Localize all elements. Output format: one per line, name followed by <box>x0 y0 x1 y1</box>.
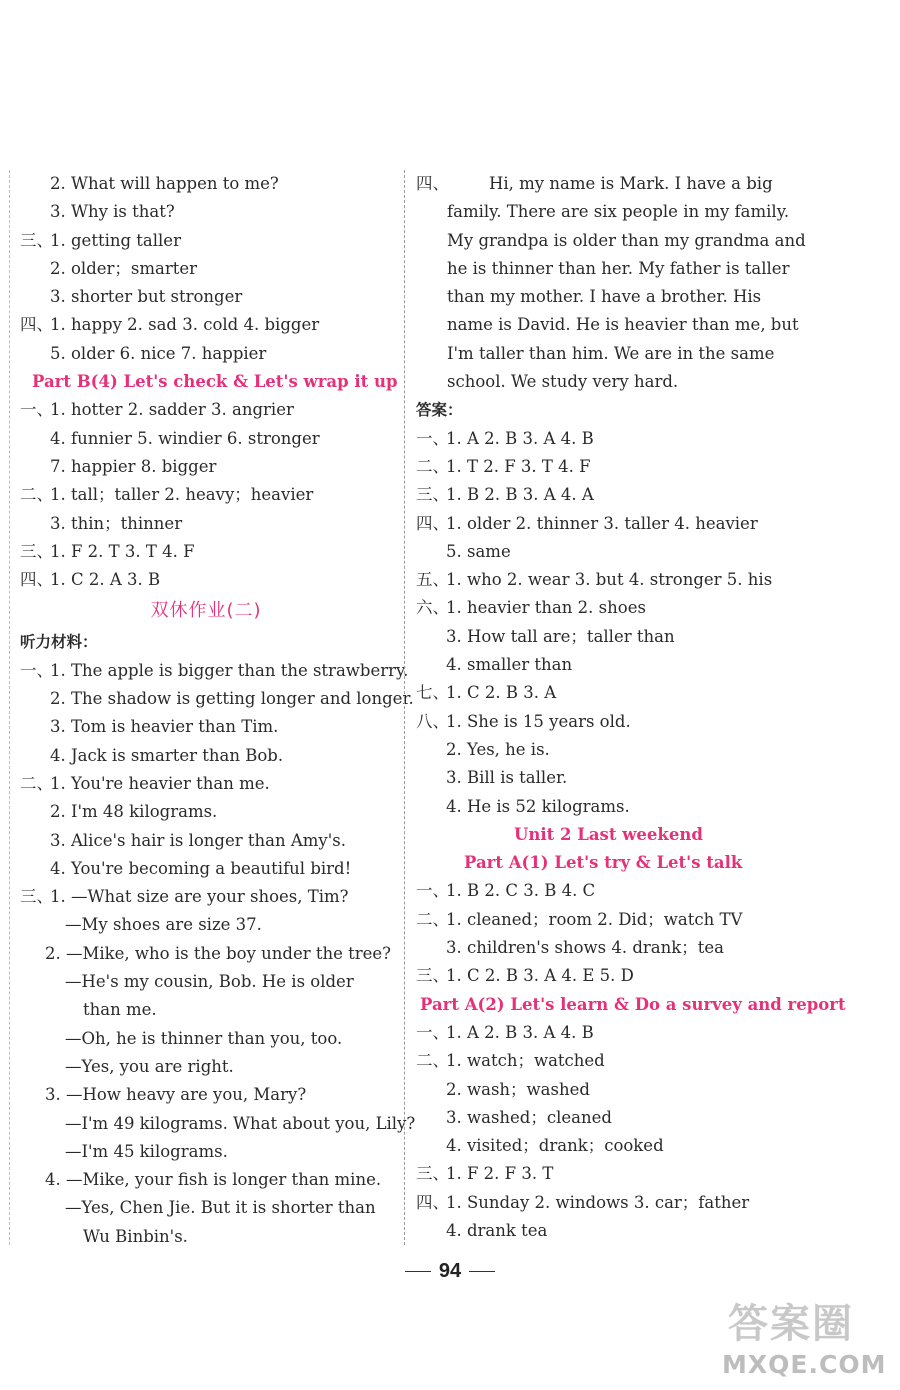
answer-text: 3. washed；cleaned <box>446 1107 612 1127</box>
answer-line <box>20 283 392 311</box>
answer-text: —I'm 45 kilograms. <box>65 1141 228 1161</box>
answer-text: My grandpa is older than my grandma and <box>447 230 806 250</box>
answer-text: 4. funnier 5. windier 6. stronger <box>50 428 320 448</box>
question-number: 二、 <box>416 456 449 476</box>
answer-line <box>416 736 800 764</box>
answer-text: 1. She is 15 years old. <box>446 711 631 731</box>
answer-line <box>416 1132 800 1160</box>
answer-text: —I'm 49 kilograms. What about you, Lily? <box>65 1113 416 1133</box>
answer-line <box>416 255 800 283</box>
answer-text: 1. B 2. C 3. B 4. C <box>446 881 596 901</box>
answer-line <box>416 283 800 311</box>
answer-line <box>20 311 392 339</box>
answer-line <box>20 742 392 770</box>
answer-line <box>416 1047 800 1075</box>
answer-line <box>416 510 800 538</box>
answer-line <box>20 798 392 826</box>
question-number: 五、 <box>416 570 449 590</box>
answer-text: 1. The apple is bigger than the strawberry. <box>50 660 409 680</box>
answer-text: 2. Yes, he is. <box>446 739 550 759</box>
part-heading: Part A(2) Let's learn & Do a survey and report <box>420 994 846 1014</box>
answer-line <box>20 170 392 198</box>
answer-text: family. There are six people in my family. <box>447 202 790 222</box>
question-number: 一、 <box>20 400 53 420</box>
answer-text: 1. C 2. A 3. B <box>50 570 161 590</box>
answer-text: name is David. He is heavier than me, but <box>447 315 799 335</box>
answer-line <box>20 1166 392 1194</box>
answer-line <box>416 453 800 481</box>
answer-line <box>416 679 800 707</box>
footer-dash-right <box>469 1271 495 1272</box>
watermark-url-text: MXQE.COM <box>722 1350 887 1379</box>
answer-line <box>20 1138 392 1166</box>
answer-line <box>20 1053 392 1081</box>
answer-text: 1. T 2. F 3. T 4. F <box>446 456 591 476</box>
answer-text: 1. F 2. F 3. T <box>446 1164 554 1184</box>
question-number: 三、 <box>20 887 53 907</box>
answer-line <box>20 657 409 685</box>
answer-text: 1. happy 2. sad 3. cold 4. bigger <box>50 315 320 335</box>
answer-text: 4. —Mike, your fish is longer than mine. <box>45 1170 382 1190</box>
answer-text: 2. —Mike, who is the boy under the tree? <box>45 943 392 963</box>
answer-line <box>416 934 800 962</box>
answer-line <box>416 651 800 679</box>
answer-text: I'm taller than him. We are in the same <box>447 343 775 363</box>
answer-line <box>20 685 414 713</box>
footer-dash-left <box>405 1271 431 1272</box>
question-number: 二、 <box>20 485 53 505</box>
answer-text: 3. shorter but stronger <box>50 287 243 307</box>
answer-text: than my mother. I have a brother. His <box>447 287 762 307</box>
answer-line <box>416 821 800 849</box>
answer-text: 1. older 2. thinner 3. taller 4. heavier <box>446 513 758 533</box>
answer-line <box>416 877 800 905</box>
answer-line <box>20 510 392 538</box>
question-number: 七、 <box>416 683 449 703</box>
page-footer <box>0 1260 900 1283</box>
answer-text: 1. getting taller <box>50 230 181 250</box>
answer-text: 2. wash；washed <box>446 1079 590 1099</box>
answer-line <box>20 940 392 968</box>
answer-text: —Oh, he is thinner than you, too. <box>65 1028 343 1048</box>
question-number: 四、 <box>416 513 449 533</box>
answer-line <box>20 396 392 424</box>
subsection-label: 答案： <box>416 401 463 420</box>
answer-line <box>416 991 846 1019</box>
answer-text: 5. older 6. nice 7. happier <box>50 343 267 363</box>
answer-text: —Yes, you are right. <box>65 1056 234 1076</box>
answer-line <box>416 368 800 396</box>
answer-text: 2. older；smarter <box>50 258 198 278</box>
answer-line <box>416 170 800 198</box>
answer-text: 1. cleaned；room 2. Did；watch TV <box>446 909 743 929</box>
section-heading: 双休作业(二) <box>150 600 262 622</box>
answer-text: Hi, my name is Mark. I have a big <box>489 174 773 193</box>
answer-text: than me. <box>83 1000 157 1020</box>
part-heading: Unit 2 Last weekend <box>514 824 703 844</box>
answer-line <box>20 481 392 509</box>
answer-line <box>20 1110 416 1138</box>
question-number: 三、 <box>20 541 53 561</box>
answer-line <box>20 883 392 911</box>
answer-text: 4. smaller than <box>446 655 573 675</box>
answer-text: 3. Why is that? <box>50 202 175 222</box>
question-number: 三、 <box>416 966 449 986</box>
answer-line <box>416 623 800 651</box>
part-heading: Part A(1) Let's try & Let's talk <box>464 853 743 873</box>
answer-text: 7. happier 8. bigger <box>50 456 217 476</box>
answer-text: 1. watch；watched <box>446 1051 605 1071</box>
answer-line <box>416 481 800 509</box>
answer-text: 3. thin；thinner <box>50 513 183 533</box>
answer-text: 1. A 2. B 3. A 4. B <box>446 428 594 448</box>
question-number: 六、 <box>416 598 449 618</box>
answer-text: 1. C 2. B 3. A 4. E 5. D <box>446 966 634 986</box>
answer-line <box>20 340 392 368</box>
answer-text: 1. F 2. T 3. T 4. F <box>50 541 195 561</box>
answer-line <box>20 1081 392 1109</box>
answer-text: 2. What will happen to me? <box>50 174 279 193</box>
answer-text: 4. Jack is smarter than Bob. <box>50 745 284 765</box>
question-number: 四、 <box>416 174 449 193</box>
part-heading: Part B(4) Let's check & Let's wrap it up <box>32 372 398 392</box>
answer-text: —My shoes are size 37. <box>65 915 262 935</box>
answer-text: school. We study very hard. <box>447 372 679 392</box>
answer-line <box>20 770 392 798</box>
answer-line <box>416 566 800 594</box>
answer-text: —He's my cousin, Bob. He is older <box>65 972 354 992</box>
answer-line <box>416 793 800 821</box>
answer-line <box>20 996 392 1024</box>
answer-line <box>20 1025 392 1053</box>
answer-text: 1. Sunday 2. windows 3. car；father <box>446 1192 750 1212</box>
answer-line <box>416 227 806 255</box>
answer-line <box>416 594 800 622</box>
answer-text: Wu Binbin's. <box>83 1226 188 1246</box>
answer-line <box>20 566 392 594</box>
answer-line <box>20 1194 392 1222</box>
column-divider <box>404 170 405 1245</box>
question-number: 二、 <box>416 909 449 929</box>
answer-line <box>20 1223 392 1251</box>
answer-text: 1. who 2. wear 3. but 4. stronger 5. his <box>446 570 773 590</box>
answer-text: 4. He is 52 kilograms. <box>446 796 630 816</box>
answer-text: he is thinner than her. My father is taller <box>447 258 790 278</box>
answer-line <box>20 594 392 628</box>
watermark-top-text: 答案圈 <box>728 1301 854 1347</box>
right-column <box>416 170 846 1245</box>
answer-text: 3. —How heavy are you, Mary? <box>45 1085 307 1105</box>
question-number: 四、 <box>416 1192 449 1212</box>
answer-line <box>20 713 392 741</box>
answer-line <box>416 396 800 424</box>
answer-text: 3. Bill is taller. <box>446 768 568 788</box>
question-number: 一、 <box>416 428 449 448</box>
answer-line <box>416 764 800 792</box>
answer-line <box>20 628 392 656</box>
answer-text: 1. tall；taller 2. heavy；heavier <box>50 485 314 505</box>
answer-line <box>416 198 800 226</box>
answer-text: 2. I'm 48 kilograms. <box>50 802 218 822</box>
answer-line <box>20 538 392 566</box>
site-watermark-logo <box>722 1292 892 1384</box>
answer-text: 3. How tall are；taller than <box>446 626 675 646</box>
answer-text: 1. —What size are your shoes, Tim? <box>50 887 349 907</box>
answer-text: 4. You're becoming a beautiful bird! <box>50 858 352 878</box>
answer-line <box>20 227 392 255</box>
question-number: 四、 <box>20 570 53 590</box>
left-column <box>20 170 416 1251</box>
answer-text: 1. B 2. B 3. A 4. A <box>446 485 594 505</box>
answer-line <box>416 538 800 566</box>
question-number: 二、 <box>416 1051 449 1071</box>
question-number: 三、 <box>416 485 449 505</box>
page-number: 94 <box>438 1260 462 1282</box>
subsection-label: 听力材料： <box>20 633 98 652</box>
question-number: 三、 <box>416 1164 449 1184</box>
question-number: 一、 <box>20 660 53 680</box>
answer-line <box>416 708 800 736</box>
answer-text: 3. children's shows 4. drank；tea <box>446 938 724 958</box>
question-number: 一、 <box>416 1022 449 1042</box>
answer-line <box>416 962 800 990</box>
question-number: 四、 <box>20 315 53 335</box>
answer-line <box>20 425 392 453</box>
answer-line <box>416 1076 800 1104</box>
answer-line <box>20 368 398 396</box>
answer-text: 5. same <box>446 541 511 561</box>
answer-text: 2. The shadow is getting longer and longer. <box>50 689 414 709</box>
answer-text: 4. drank tea <box>446 1220 548 1240</box>
answer-line <box>416 1019 800 1047</box>
answer-text: 3. Tom is heavier than Tim. <box>50 717 279 737</box>
answer-line <box>416 425 800 453</box>
answer-line <box>416 1189 800 1217</box>
answer-line <box>20 198 392 226</box>
answer-text: 1. heavier than 2. shoes <box>446 598 646 618</box>
answer-line <box>20 827 392 855</box>
answer-line <box>20 911 392 939</box>
answer-line <box>416 849 800 877</box>
left-margin-rule <box>9 170 10 1245</box>
answer-text: —Yes, Chen Jie. But it is shorter than <box>65 1198 376 1218</box>
answer-text: 3. Alice's hair is longer than Amy's. <box>50 830 346 850</box>
answer-text: 1. You're heavier than me. <box>50 773 270 793</box>
answer-line <box>20 255 392 283</box>
answer-text: 1. hotter 2. sadder 3. angrier <box>50 400 294 420</box>
answer-line <box>416 1104 800 1132</box>
question-number: 八、 <box>416 711 449 731</box>
answer-line <box>416 1160 800 1188</box>
question-number: 一、 <box>416 881 449 901</box>
answer-line <box>20 968 392 996</box>
answer-line <box>20 453 392 481</box>
answer-line <box>20 855 392 883</box>
answer-line <box>416 340 800 368</box>
answer-line <box>416 311 800 339</box>
question-number: 三、 <box>20 230 53 250</box>
answer-text: 4. visited；drank；cooked <box>446 1136 664 1156</box>
answer-line <box>416 906 800 934</box>
answer-text: 1. A 2. B 3. A 4. B <box>446 1022 594 1042</box>
answer-text: 1. C 2. B 3. A <box>446 683 557 703</box>
answer-line <box>416 1217 800 1245</box>
question-number: 二、 <box>20 773 53 793</box>
